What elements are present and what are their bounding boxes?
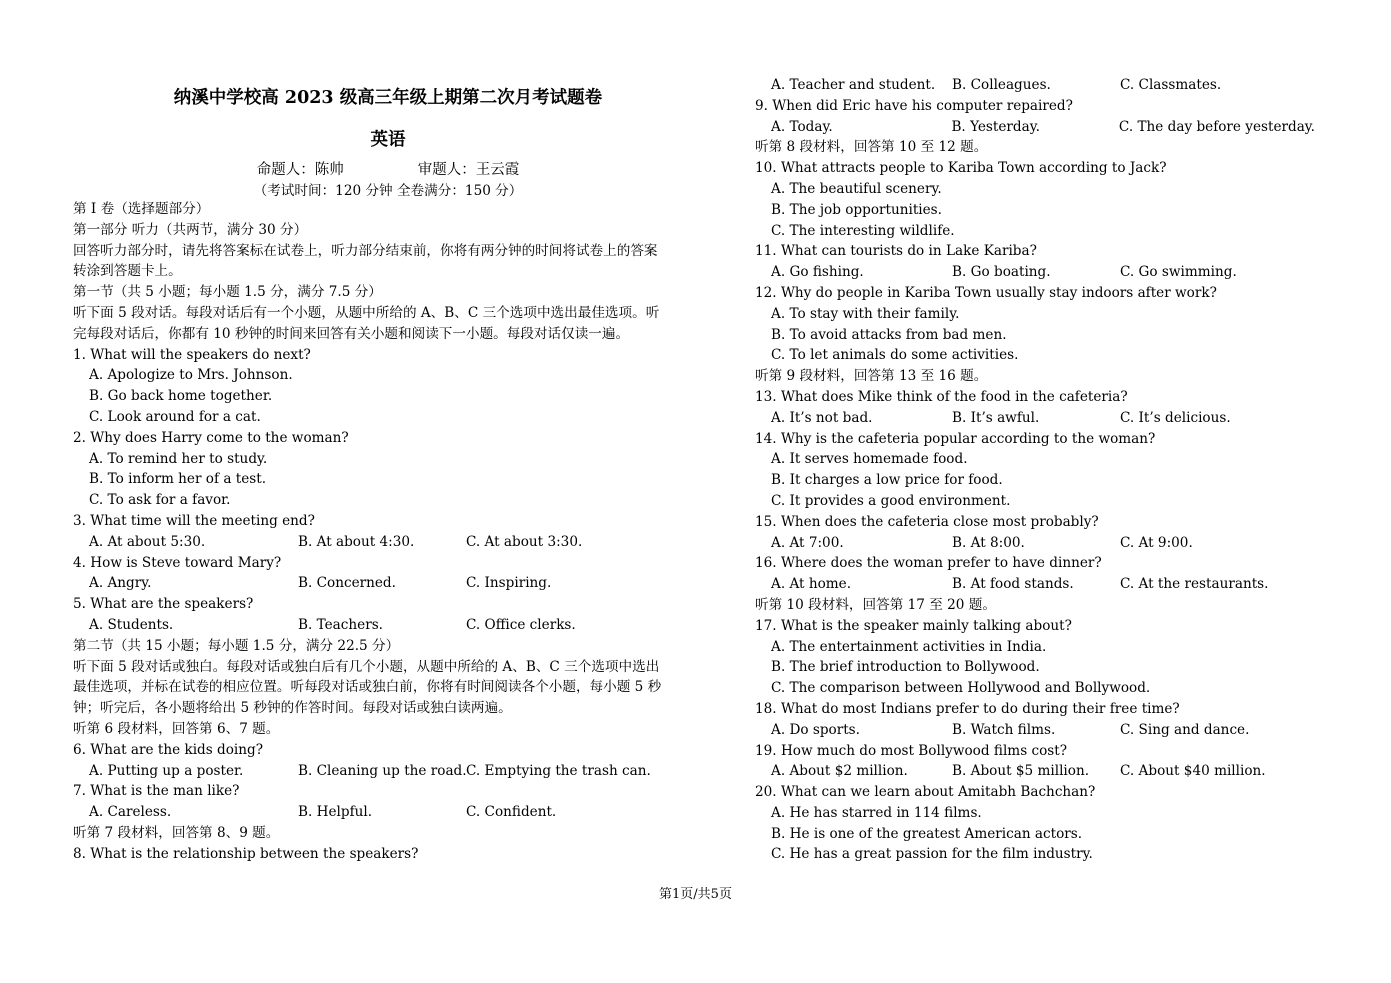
option: C. The comparison between Hollywood and Bollywood. bbox=[771, 680, 1151, 697]
option: A. It serves homemade food. bbox=[771, 451, 968, 468]
option: A. To stay with their family. bbox=[771, 305, 960, 322]
option: C. Classmates. bbox=[1120, 77, 1222, 93]
option: A. To remind her to study. bbox=[89, 450, 268, 467]
option-row bbox=[755, 408, 1315, 429]
option: B. Teachers. bbox=[298, 616, 384, 633]
question: 11. What can tourists do in Lake Kariba? bbox=[755, 243, 1037, 260]
option: B. The brief introduction to Bollywood. bbox=[771, 659, 1040, 676]
question: 19. How much do most Bollywood films cost? bbox=[755, 742, 1068, 759]
option: B. Watch films. bbox=[952, 721, 1056, 738]
material-heading: 听第 10 段材料，回答第 17 至 20 题。 bbox=[755, 596, 996, 613]
option: C. Emptying the trash can. bbox=[466, 762, 651, 779]
option-row bbox=[755, 574, 1315, 595]
question: 2. Why does Harry come to the woman? bbox=[73, 429, 349, 446]
option: B. Go back home together. bbox=[89, 388, 273, 405]
option: C. It provides a good environment. bbox=[771, 492, 1011, 509]
part-heading: 第一部分 听力（共两节，满分 30 分） bbox=[73, 221, 308, 238]
question: 18. What do most Indians prefer to do during their free time? bbox=[755, 700, 1180, 717]
option: B. Colleagues. bbox=[952, 77, 1051, 93]
option: C. Go swimming. bbox=[1120, 264, 1237, 281]
material-heading: 听第 9 段材料，回答第 13 至 16 题。 bbox=[755, 368, 988, 385]
option: C. At the restaurants. bbox=[1120, 576, 1269, 593]
option: C. He has a great passion for the film industry. bbox=[771, 846, 1093, 863]
option-row bbox=[755, 533, 1315, 554]
reviewer-name: 审题人：王云霞 bbox=[417, 162, 520, 178]
option-row bbox=[73, 615, 703, 636]
option-row bbox=[755, 761, 1315, 782]
question: 13. What does Mike think of the food in the cafeteria? bbox=[755, 388, 1128, 405]
question: 9. When did Eric have his computer repaired? bbox=[755, 97, 1073, 114]
authors-line bbox=[73, 158, 703, 179]
question: 20. What can we learn about Amitabh Bachchan? bbox=[755, 784, 1096, 801]
subject-title: 英语 bbox=[370, 130, 406, 150]
instruction-line: 完每段对话后，你都有 10 秒钟的时间来回答有关小题和阅读下一小题。每段对话仅读一遍。 bbox=[73, 325, 630, 342]
exam-title: 纳溪中学校高 2023 级高三年级上期第二次月考试题卷 bbox=[173, 88, 603, 108]
option: C. To let animals do some activities. bbox=[771, 347, 1019, 364]
instruction-line: 转涂到答题卡上。 bbox=[73, 263, 182, 280]
option: C. Office clerks. bbox=[466, 616, 576, 633]
option: C. It’s delicious. bbox=[1120, 409, 1231, 426]
option: A. At about 5:30. bbox=[89, 533, 206, 550]
option: B. Concerned. bbox=[298, 575, 396, 592]
material-heading: 听第 8 段材料，回答第 10 至 12 题。 bbox=[755, 139, 988, 156]
option-row bbox=[755, 720, 1315, 741]
option: C. The day before yesterday. bbox=[1118, 118, 1315, 135]
question: 10. What attracts people to Kariba Town according to Jack? bbox=[755, 160, 1167, 177]
option-row bbox=[73, 532, 703, 553]
option-row bbox=[73, 802, 703, 823]
option: A. Putting up a poster. bbox=[89, 762, 244, 779]
option: B. To avoid attacks from bad men. bbox=[771, 326, 1007, 343]
instruction-line: 钟；听完后，各小题将给出 5 秒钟的作答时间。每段对话或独白读两遍。 bbox=[73, 700, 512, 717]
option: B. At 8:00. bbox=[952, 534, 1025, 551]
left-column bbox=[73, 199, 703, 865]
instruction-line: 听下面 5 段对话。每段对话后有一个小题，从题中所给的 A、B、C 三个选项中选出最佳选项。听 bbox=[73, 304, 660, 321]
option: A. Teacher and student. bbox=[771, 77, 936, 93]
option: B. Cleaning up the road. bbox=[298, 762, 467, 779]
question: 1. What will the speakers do next? bbox=[73, 346, 311, 363]
option: A. About $2 million. bbox=[771, 763, 908, 780]
option: C. To ask for a favor. bbox=[89, 492, 231, 509]
question: 16. Where does the woman prefer to have dinner? bbox=[755, 555, 1102, 572]
option: B. At about 4:30. bbox=[298, 533, 415, 550]
option-row bbox=[755, 262, 1315, 283]
option: B. About $5 million. bbox=[952, 763, 1090, 780]
instruction-line: 最佳选项，并标在试卷的相应位置。听每段对话或独白前，你将有时间阅读各个小题，每小题 5 秒 bbox=[73, 679, 662, 696]
question: 17. What is the speaker mainly talking about? bbox=[755, 617, 1072, 634]
option: A. The beautiful scenery. bbox=[771, 180, 942, 197]
question: 5. What are the speakers? bbox=[73, 596, 254, 613]
author-name: 命题人：陈帅 bbox=[256, 162, 344, 178]
option: A. The entertainment activities in India. bbox=[771, 638, 1047, 655]
option: A. Go fishing. bbox=[771, 264, 864, 281]
question: 3. What time will the meeting end? bbox=[73, 512, 315, 529]
instruction-line: 回答听力部分时，请先将答案标在试卷上，听力部分结束前，你将有两分钟的时间将试卷上的答案 bbox=[73, 242, 658, 259]
option: B. The job opportunities. bbox=[771, 201, 942, 218]
option: C. About $40 million. bbox=[1120, 763, 1266, 780]
option: A. Today. bbox=[771, 118, 833, 135]
question: 12. Why do people in Kariba Town usually stay indoors after work? bbox=[755, 284, 1217, 301]
option: A. Do sports. bbox=[771, 721, 860, 738]
option: A. Angry. bbox=[89, 575, 152, 592]
option: A. Apologize to Mrs. Johnson. bbox=[89, 367, 293, 384]
option: B. It’s awful. bbox=[952, 409, 1040, 426]
option: A. Careless. bbox=[89, 804, 172, 821]
material-heading: 听第 7 段材料，回答第 8、9 题。 bbox=[73, 824, 280, 841]
option: C. The interesting wildlife. bbox=[771, 222, 955, 239]
option: B. It charges a low price for food. bbox=[771, 472, 1003, 489]
exam-info: （考试时间：120 分钟 全卷满分：150 分） bbox=[253, 183, 523, 199]
option: A. He has starred in 114 films. bbox=[771, 804, 982, 821]
question: 15. When does the cafeteria close most probably? bbox=[755, 513, 1099, 530]
right-column bbox=[755, 75, 1315, 865]
option: B. Helpful. bbox=[298, 804, 373, 821]
option-row bbox=[755, 117, 1315, 138]
question: 7. What is the man like? bbox=[73, 783, 240, 800]
question: 6. What are the kids doing? bbox=[73, 741, 264, 758]
question: 4. How is Steve toward Mary? bbox=[73, 554, 282, 571]
option-row bbox=[73, 761, 703, 782]
option: B. Yesterday. bbox=[951, 118, 1040, 135]
option: B. He is one of the greatest American actors. bbox=[771, 825, 1083, 842]
question: 14. Why is the cafeteria popular according to the woman? bbox=[755, 430, 1156, 447]
material-heading: 听第 6 段材料，回答第 6、7 题。 bbox=[73, 720, 280, 737]
option: A. Students. bbox=[89, 616, 174, 633]
question: 8. What is the relationship between the speakers? bbox=[73, 845, 419, 862]
option: C. Look around for a cat. bbox=[89, 408, 261, 425]
instruction-line: 听下面 5 段对话或独白。每段对话或独白后有几个小题，从题中所给的 A、B、C 三个选项中选出 bbox=[73, 658, 660, 675]
section-heading: 第一节（共 5 小题；每小题 1.5 分，满分 7.5 分） bbox=[73, 284, 382, 301]
volume-heading: 第 I 卷（选择题部分） bbox=[73, 201, 210, 217]
option: C. At 9:00. bbox=[1120, 534, 1193, 551]
option: A. At 7:00. bbox=[771, 534, 844, 551]
option: C. Inspiring. bbox=[466, 575, 552, 592]
option: A. It’s not bad. bbox=[771, 409, 873, 426]
page-number: 第1页/共5页 bbox=[659, 887, 732, 902]
option: C. Confident. bbox=[466, 804, 557, 821]
option: C. At about 3:30. bbox=[466, 533, 583, 550]
option: C. Sing and dance. bbox=[1120, 721, 1250, 738]
option-row bbox=[755, 75, 1315, 96]
section-heading: 第二节（共 15 小题；每小题 1.5 分，满分 22.5 分） bbox=[73, 637, 400, 654]
option: B. Go boating. bbox=[952, 264, 1051, 281]
option-row bbox=[73, 573, 703, 594]
option: B. To inform her of a test. bbox=[89, 471, 267, 488]
option: B. At food stands. bbox=[952, 576, 1074, 593]
option: A. At home. bbox=[771, 576, 852, 593]
